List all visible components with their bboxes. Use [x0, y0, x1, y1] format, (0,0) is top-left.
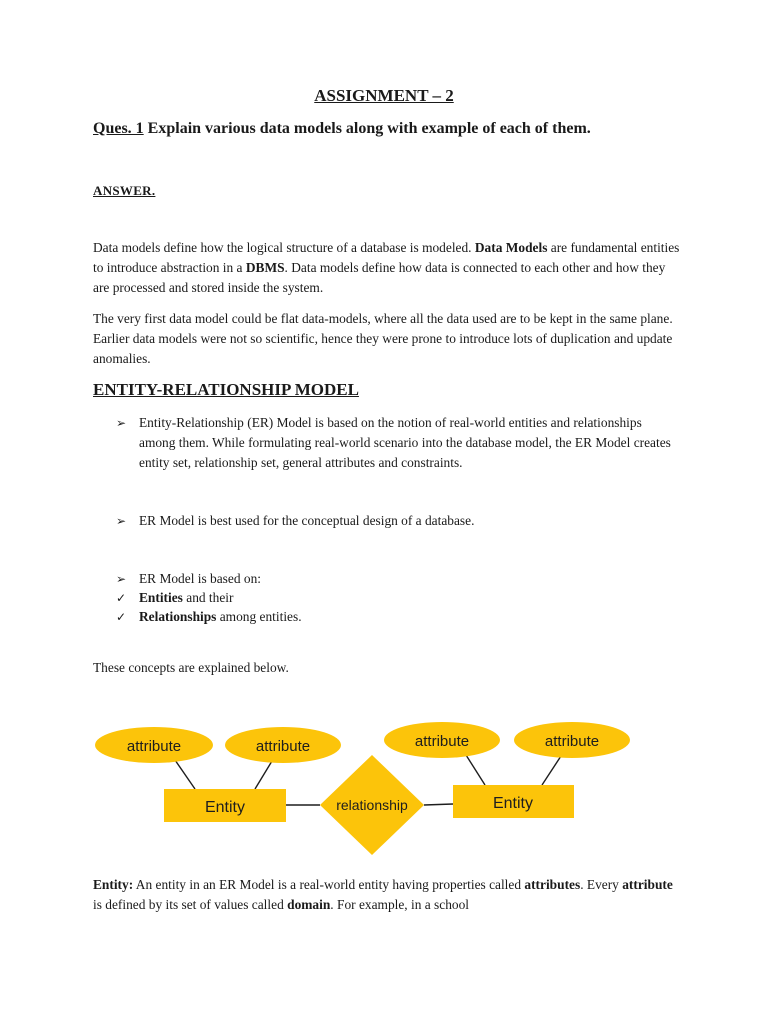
section-heading: ENTITY-RELATIONSHIP MODEL — [93, 380, 359, 399]
entity-label: Entity — [492, 795, 534, 812]
check-item — [116, 588, 676, 608]
entity-label: Entity — [204, 799, 246, 816]
bullet-text: ER Model is best used for the conceptual design of a database. — [139, 513, 475, 528]
entity-text-1: An entity in an ER Model is a real-world entity having properties called — [133, 877, 525, 892]
intro-bold-data-models: Data Models — [474, 240, 548, 255]
entity-text-3: is defined by its set of values called — [93, 897, 288, 912]
concepts-note: These concepts are explained below. — [93, 660, 289, 675]
check-text — [139, 588, 676, 608]
entity-bold-attribute: attribute — [622, 877, 673, 892]
connector-line — [466, 755, 485, 785]
relationship-label: relationship — [336, 797, 408, 813]
checkmark-icon: ✓ — [116, 591, 127, 605]
check-text — [139, 607, 676, 627]
check-bold: Entities — [139, 590, 183, 605]
connector-line — [542, 756, 561, 785]
entity-bold-attributes: attributes — [524, 877, 581, 892]
question-number: Ques. 1 — [93, 120, 144, 137]
attribute-label: attribute — [255, 738, 311, 755]
intro-text-2: are fundamental entities to introduce abstraction in a — [93, 240, 680, 275]
bullet-item — [116, 511, 676, 531]
bullet-item — [116, 569, 676, 589]
bullet-text: Entity-Relationship (ER) Model is based on the notion of real-world entities and relationships among them. While formulating real-world scenario into the database model, the ER Model creates entity set, relationship set, general attributes and constraints. — [139, 415, 671, 470]
entity-bold-domain: domain — [287, 897, 331, 912]
arrow-bullet-icon: ➢ — [116, 514, 127, 528]
check-item — [116, 607, 676, 627]
bullet-item — [116, 413, 676, 473]
check-rest: and their — [182, 590, 234, 605]
bullet-text: ER Model is based on: — [139, 571, 261, 586]
attribute-label: attribute — [544, 733, 600, 750]
entity-text-4: . For example, in a school — [330, 897, 470, 912]
check-rest: among entities. — [216, 609, 302, 624]
entity-text-2: . Every — [580, 877, 623, 892]
question-text: Explain various data models along with example of each of them. — [143, 120, 591, 137]
answer-label: ANSWER. — [93, 183, 156, 198]
intro-paragraph — [93, 238, 683, 298]
history-paragraph: The very first data model could be flat data-models, where all the data used are to be kept in the same plane. Earlier data models were not so scientific, hence they were prone to introduce lots of duplication and update anomalies. — [93, 311, 673, 366]
check-bold: Relationships — [139, 609, 217, 624]
intro-bold-dbms: DBMS — [245, 260, 285, 275]
attribute-label: attribute — [126, 738, 182, 755]
arrow-bullet-icon: ➢ — [116, 416, 127, 430]
er-diagram — [0, 700, 768, 865]
connector-line — [424, 804, 453, 805]
entity-definition-label: Entity: — [93, 877, 134, 892]
intro-text-1: Data models define how the logical structure of a database is modeled. — [93, 240, 475, 255]
intro-text-3: . Data models define how data is connected to each other and how they are processed and stored inside the system. — [93, 260, 666, 295]
question-line — [93, 120, 728, 138]
attribute-label: attribute — [414, 733, 470, 750]
checkmark-icon: ✓ — [116, 610, 127, 624]
assignment-title: ASSIGNMENT – 2 — [314, 86, 454, 105]
connector-line — [175, 760, 195, 789]
arrow-bullet-icon: ➢ — [116, 572, 127, 586]
entity-paragraph — [93, 875, 683, 915]
connector-line — [255, 761, 272, 789]
